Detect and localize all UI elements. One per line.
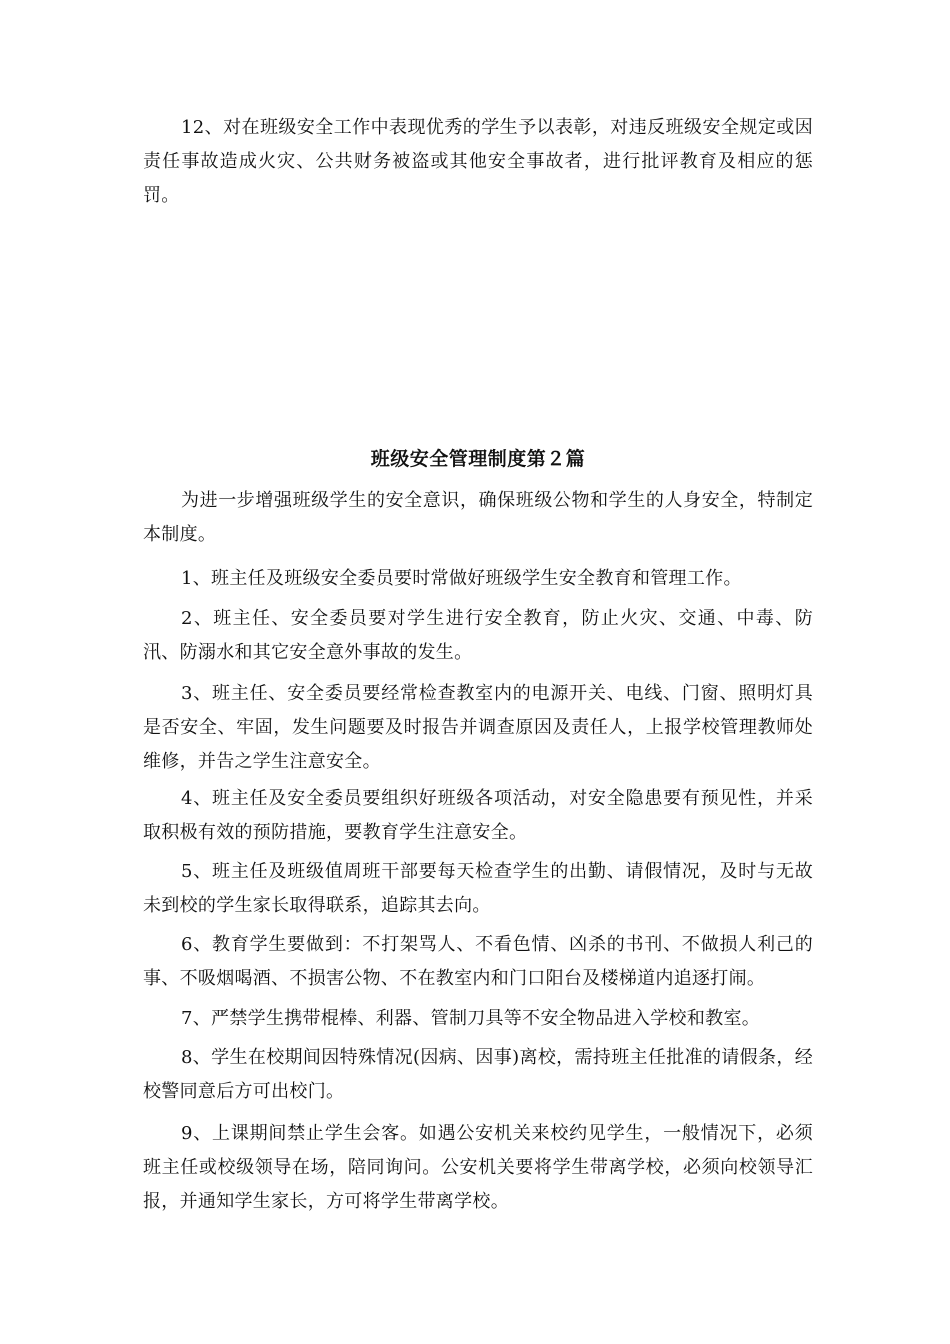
paragraph-item-7: 7、严禁学生携带棍棒、利器、管制刀具等不安全物品进入学校和教室。 — [181, 1008, 761, 1029]
paragraph-item-6: 6、教育学生要做到：不打架骂人、不看色情、凶杀的书刊、不做损人利己的事、不吸烟喝酒、不损害公物、不在教室内和门口阳台及楼梯道内追逐打闹。 — [143, 934, 813, 989]
paragraph-item-12: 12、对在班级安全工作中表现优秀的学生予以表彰，对违反班级安全规定或因责任事故造成火灾、公共财务被盗或其他安全事故者，进行批评教育及相应的惩罚。 — [143, 117, 813, 206]
paragraph-item-5: 5、班主任及班级值周班干部要每天检查学生的出勤、请假情况，及时与无故未到校的学生家长取得联系，追踪其去向。 — [143, 861, 813, 916]
section-title: 班级安全管理制度第２篇 — [370, 448, 586, 470]
paragraph-item-3: 3、班主任、安全委员要经常检查教室内的电源开关、电线、门窗、照明灯具是否安全、牢固，发生问题要及时报告并调查原因及责任人，上报学校管理教师处维修，并告之学生注意安全。 — [143, 683, 813, 772]
paragraph-item-4: 4、班主任及安全委员要组织好班级各项活动，对安全隐患要有预见性，并采取积极有效的预防措施，要教育学生注意安全。 — [143, 788, 813, 843]
paragraph-item-2: 2、班主任、安全委员要对学生进行安全教育，防止火灾、交通、中毒、防汛、防溺水和其它安全意外事故的发生。 — [143, 608, 813, 663]
paragraph-intro: 为进一步增强班级学生的安全意识，确保班级公物和学生的人身安全，特制定本制度。 — [143, 490, 813, 545]
paragraph-item-1: 1、班主任及班级安全委员要时常做好班级学生安全教育和管理工作。 — [181, 568, 742, 589]
paragraph-item-9: 9、上课期间禁止学生会客。如遇公安机关来校约见学生，一般情况下，必须班主任或校级领导在场，陪同询问。公安机关要将学生带离学校，必须向校领导汇报，并通知学生家长，方可将学生带离学校。 — [143, 1123, 813, 1212]
paragraph-item-8: 8、学生在校期间因特殊情况(因病、因事)离校，需持班主任批准的请假条，经校警同意后方可出校门。 — [143, 1047, 813, 1102]
